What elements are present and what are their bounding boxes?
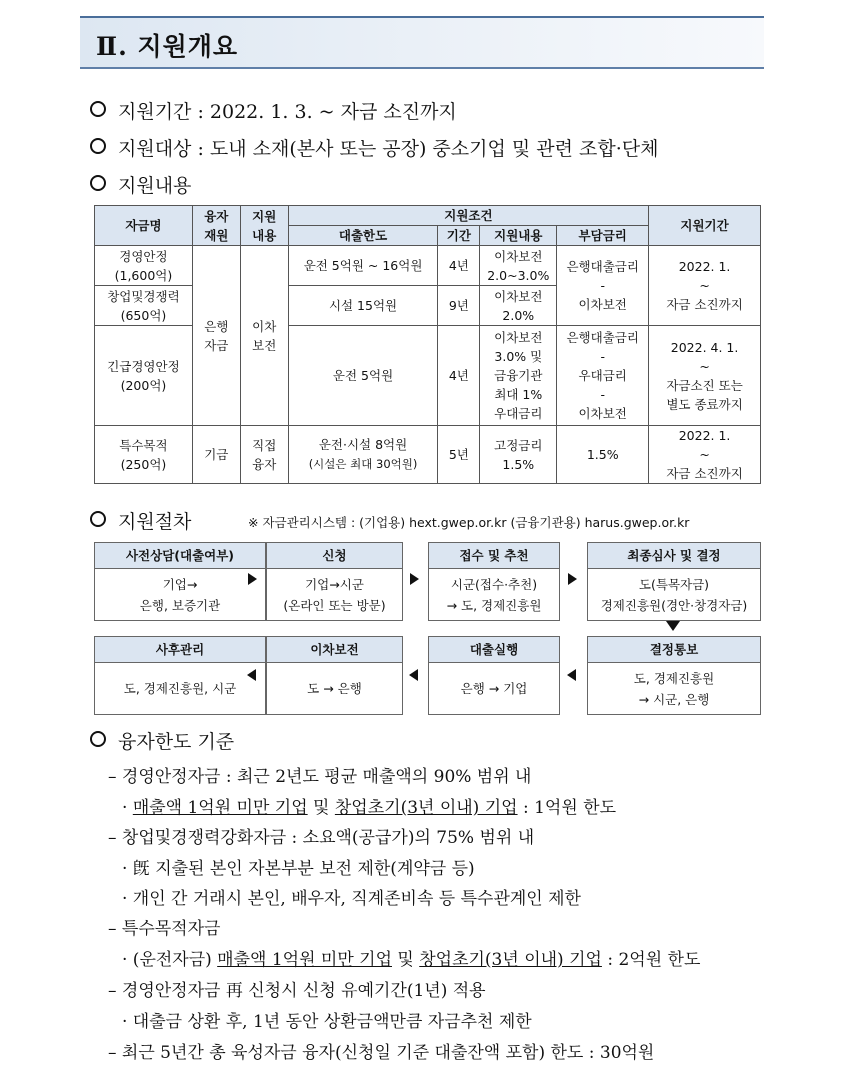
limit-line: · (운전자금) 매출액 1억원 미만 기업 및 창업초기(3년 이내) 기업 : 2억원 한도 bbox=[122, 950, 701, 970]
header-conditions: 지원조건 bbox=[288, 206, 648, 226]
header-term: 기간 bbox=[438, 226, 480, 246]
limit-line: – 특수목적자금 bbox=[108, 919, 221, 939]
flow-box-apply: 신청 기업→시군 (온라인 또는 방문) bbox=[266, 542, 403, 621]
arrow-right-icon bbox=[248, 573, 257, 585]
flow-box-aftercare: 사후관리 도, 경제진흥원, 시군 bbox=[94, 636, 266, 715]
cell-term: 4년 bbox=[438, 246, 480, 286]
header-support: 지원내용 bbox=[480, 226, 557, 246]
bullet-target: 지원대상 : 도내 소재(본사 또는 공장) 중소기업 및 관련 조합·단체 bbox=[90, 134, 658, 161]
table-row bbox=[95, 246, 761, 286]
cell-limit: 시설 15억원 bbox=[288, 286, 438, 326]
flow-box-receipt: 접수 및 추천 시군(접수·추천) → 도, 경제진흥원 bbox=[428, 542, 560, 621]
bullet-period: 지원기간 : 2022. 1. 3. ~ 자금 소진까지 bbox=[90, 97, 457, 124]
cell-fund: 경영안정 (1,600억) bbox=[95, 246, 193, 286]
table-row bbox=[95, 426, 761, 484]
limit-line: – 최근 5년간 총 육성자금 융자(신청일 기준 대출잔액 포함) 한도 : 30억원 bbox=[108, 1043, 655, 1063]
cell-support: 이차보전 3.0% 및 금융기관 최대 1% 우대금리 bbox=[480, 326, 557, 426]
arrow-left-icon bbox=[567, 669, 576, 681]
cell-limit: 운전 5억원 bbox=[288, 326, 438, 426]
cell-support: 이차보전 2.0~3.0% bbox=[480, 246, 557, 286]
cell-support: 고정금리 1.5% bbox=[480, 426, 557, 484]
header-type: 지원 내용 bbox=[240, 206, 288, 246]
cell-term: 4년 bbox=[438, 326, 480, 426]
cell-support: 이차보전 2.0% bbox=[480, 286, 557, 326]
cell-type: 직접 융자 bbox=[240, 426, 288, 484]
circle-bullet-icon bbox=[90, 175, 106, 191]
cell-period: 2022. 4. 1. ~ 자금소진 또는 별도 종료까지 bbox=[649, 326, 761, 426]
cell-fund: 특수목적 (250억) bbox=[95, 426, 193, 484]
flow-box-loan: 대출실행 은행 → 기업 bbox=[428, 636, 560, 715]
header-period: 지원기간 bbox=[649, 206, 761, 246]
cell-rate: 은행대출금리 - 우대금리 - 이차보전 bbox=[557, 326, 649, 426]
header-source: 융자 재원 bbox=[192, 206, 240, 246]
cell-fund: 긴급경영안정 (200억) bbox=[95, 326, 193, 426]
section-title-bar bbox=[80, 16, 764, 69]
header-limit: 대출한도 bbox=[288, 226, 438, 246]
header-rate: 부담금리 bbox=[557, 226, 649, 246]
limit-line: · 매출액 1억원 미만 기업 및 창업초기(3년 이내) 기업 : 1억원 한도 bbox=[122, 798, 617, 818]
cell-rate: 1.5% bbox=[557, 426, 649, 484]
procedure-note: ※ 자금관리시스템 : (기업용) hext.gwep.or.kr (금융기관용) harus.gwep.or.kr bbox=[248, 515, 690, 530]
cell-rate: 은행대출금리 - 이차보전 bbox=[557, 246, 649, 326]
limit-line: · 대출금 상환 후, 1년 동안 상환금액만큼 자금추천 제한 bbox=[122, 1012, 532, 1032]
flow-box-consult: 사전상담(대출여부) 기업→ 은행, 보증기관 bbox=[94, 542, 266, 621]
bullet-procedure: 지원절차 bbox=[90, 507, 191, 534]
flow-box-interest: 이차보전 도 → 은행 bbox=[266, 636, 403, 715]
cell-limit: 운전·시설 8억원 (시설은 최대 30억원) bbox=[288, 426, 438, 484]
header-fund: 자금명 bbox=[95, 206, 193, 246]
flow-box-notice: 결정통보 도, 경제진흥원 → 시군, 은행 bbox=[587, 636, 761, 715]
cell-source: 기금 bbox=[192, 426, 240, 484]
circle-bullet-icon bbox=[90, 731, 106, 747]
section-title: Ⅱ. 지원개요 bbox=[96, 32, 239, 61]
limit-line: – 경영안정자금 再 신청시 신청 유예기간(1년) 적용 bbox=[108, 981, 486, 1001]
limit-line: – 창업및경쟁력강화자금 : 소요액(공급가)의 75% 범위 내 bbox=[108, 828, 535, 848]
bullet-limit: 융자한도 기준 bbox=[90, 727, 234, 754]
cell-period: 2022. 1. ~ 자금 소진까지 bbox=[649, 246, 761, 326]
cell-limit: 운전 5억원 ~ 16억원 bbox=[288, 246, 438, 286]
limit-line: · 개인 간 거래시 본인, 배우자, 직계존비속 등 특수관계인 제한 bbox=[122, 889, 581, 909]
cell-fund: 창업및경쟁력 (650억) bbox=[95, 286, 193, 326]
arrow-down-icon bbox=[666, 621, 680, 631]
cell-term: 5년 bbox=[438, 426, 480, 484]
title-underline bbox=[80, 67, 764, 69]
limit-line: · 旣 지출된 본인 자본부분 보전 제한(계약금 등) bbox=[122, 859, 475, 879]
circle-bullet-icon bbox=[90, 511, 106, 527]
cell-term: 9년 bbox=[438, 286, 480, 326]
cell-type: 이차 보전 bbox=[240, 246, 288, 426]
cell-period: 2022. 1. ~ 자금 소진까지 bbox=[649, 426, 761, 484]
support-table bbox=[94, 205, 761, 484]
bullet-content: 지원내용 bbox=[90, 171, 191, 198]
circle-bullet-icon bbox=[90, 138, 106, 154]
cell-source: 은행 자금 bbox=[192, 246, 240, 426]
flow-box-decision: 최종심사 및 결정 도(특목자금) 경제진흥원(경안·창경자금) bbox=[587, 542, 761, 621]
limit-line: – 경영안정자금 : 최근 2년도 평균 매출액의 90% 범위 내 bbox=[108, 767, 532, 787]
arrow-right-icon bbox=[568, 573, 577, 585]
circle-bullet-icon bbox=[90, 101, 106, 117]
arrow-left-icon bbox=[247, 669, 256, 681]
arrow-right-icon bbox=[410, 573, 419, 585]
arrow-left-icon bbox=[409, 669, 418, 681]
